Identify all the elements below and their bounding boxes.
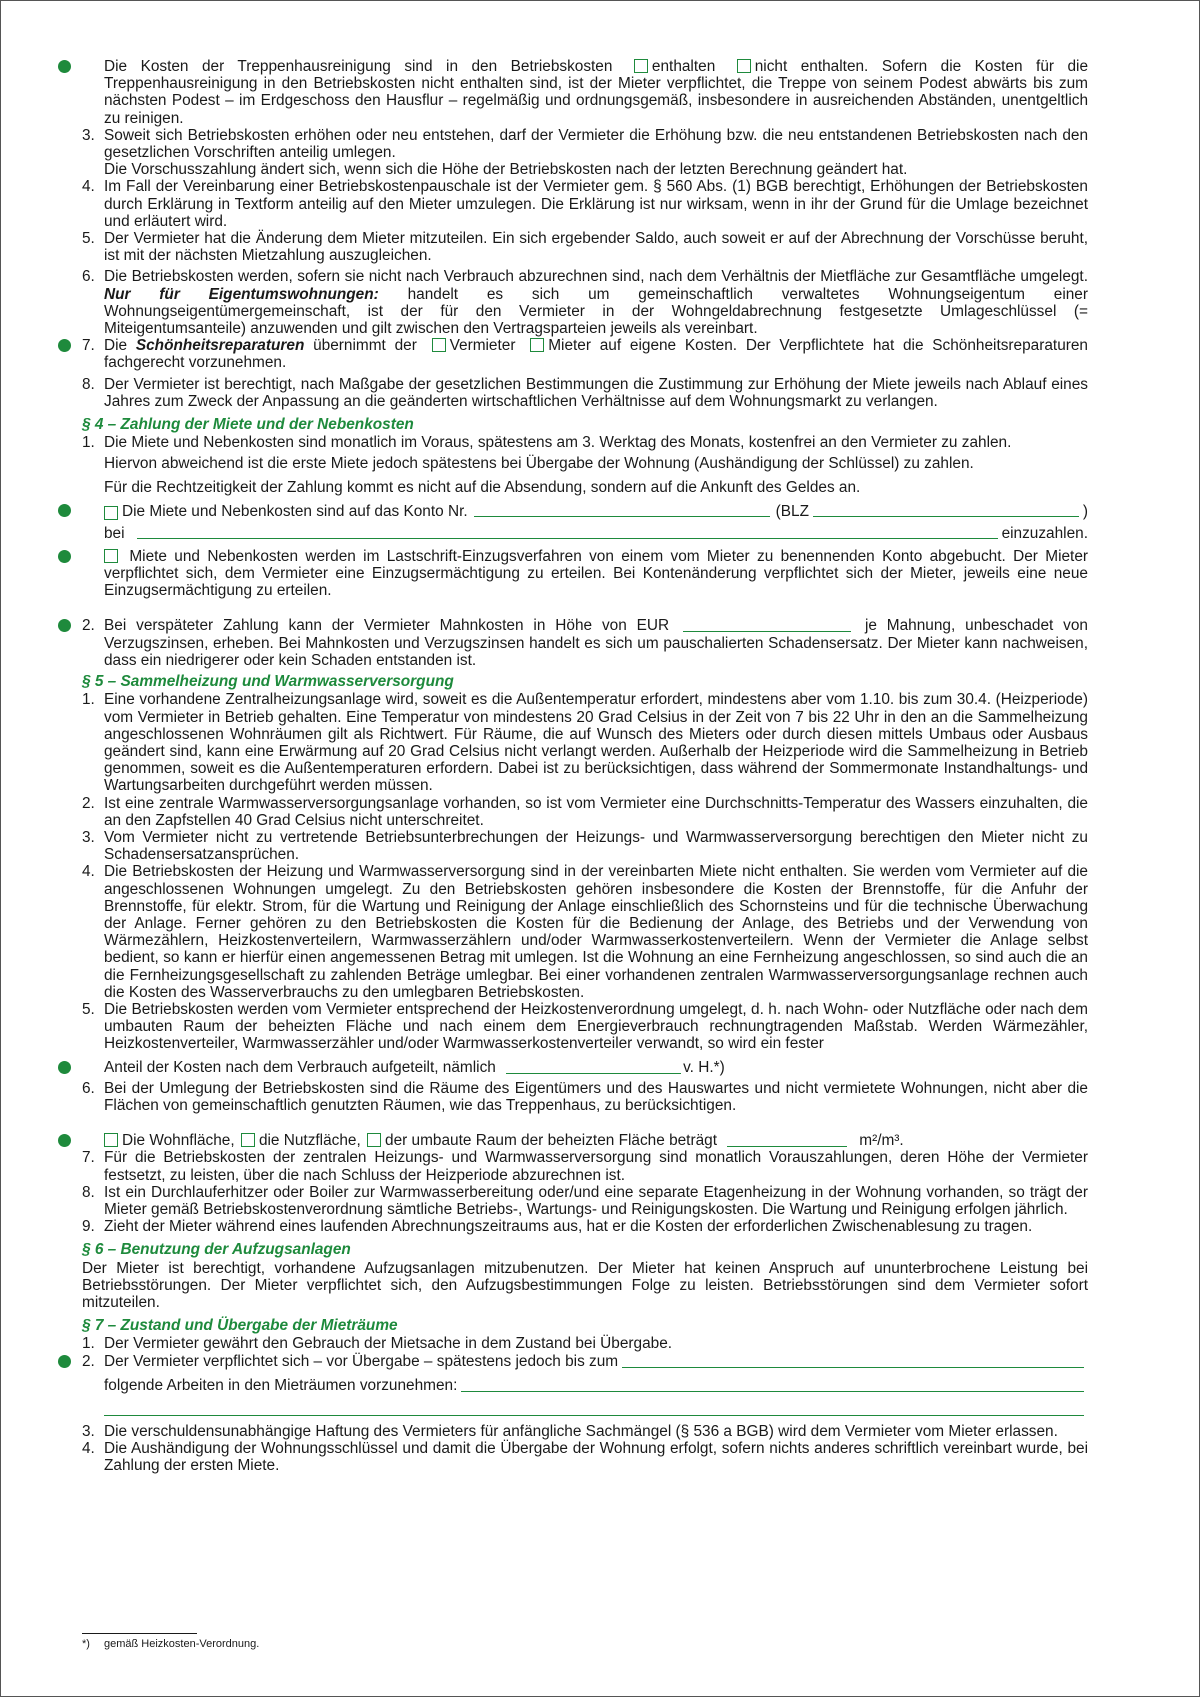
item-number: 3.	[82, 828, 95, 846]
bank-field[interactable]	[137, 524, 998, 539]
item-number: 7.	[82, 337, 95, 355]
option-label: nicht enthalten.	[754, 58, 869, 75]
s6-text: Der Mieter ist berechtigt, vorhandene Aufzugsanlagen mitzubenutzen. Der Mieter hat keinen Anspruch auf ununterbrochene Leistung bei Betriebsstörungen. Der Mieter verpflichtet sich, den Aufzugsbestimmungen Folge zu leisten. Betriebsstörungen sind dem Vermieter sofort mitzuteilen.	[82, 1259, 1088, 1311]
label: Anteil der Kosten nach dem Verbrauch aufgeteilt, nämlich	[104, 1058, 496, 1076]
checkbox-ueberweisung[interactable]	[104, 506, 118, 520]
option-label: die Nutzfläche,	[258, 1132, 361, 1150]
item-number: 7.	[82, 1149, 95, 1167]
s7-arbeiten-line-2	[82, 1395, 1088, 1419]
item-number: 8.	[82, 1183, 95, 1201]
checkbox-nutzflaeche[interactable]	[241, 1133, 255, 1147]
s7-item-2	[82, 1353, 1088, 1371]
s5-flaeche-line	[82, 1132, 1088, 1149]
label: bei	[104, 524, 125, 542]
item-number: 6.	[82, 1079, 95, 1097]
mahnkosten-field[interactable]	[683, 617, 851, 632]
s5-item-5	[82, 1001, 1088, 1053]
item-number: 1.	[82, 1335, 95, 1353]
text: Sofern die Kosten für die Treppenhausreinigung in den Betriebskosten nicht enthalten sind, ist der Mieter verpflichtet, die Treppe von seinem Podest abwärts bis zum nächsten Podest – im Erdgeschoss den Hausflur – regelmäßig und ordnungsgemäß, insbesondere in ausreichenden Abständen, unentgeltlich zu reinigen.	[104, 58, 1089, 127]
p3-item-4	[82, 178, 1088, 230]
checkbox-wohnflaeche[interactable]	[104, 1133, 118, 1147]
marker-dot-icon	[58, 619, 71, 632]
checkbox-lastschrift[interactable]	[104, 549, 118, 563]
section-7-title: § 7 – Zustand und Übergabe der Mieträume	[82, 1317, 398, 1335]
marker-dot-icon	[58, 550, 71, 563]
option-label: enthalten	[651, 58, 716, 75]
option-label: Mieter auf eigene Kosten. Der Verpflichtete hat die Schönheitsreparaturen fachgerecht vorzunehmen.	[104, 337, 1088, 372]
item-number: 6.	[82, 268, 95, 286]
text: folgende Arbeiten in den Mieträumen vorzunehmen:	[104, 1377, 458, 1395]
text: Die Miete und Nebenkosten sind monatlich im Voraus, spätestens am 3. Werktag des Monats, kostenfrei an den Vermieter zu zahlen.	[104, 434, 1012, 452]
s5-item-3	[82, 829, 1088, 863]
s4-item-2	[82, 617, 1088, 669]
label: )	[1082, 502, 1088, 520]
s4-konto-line	[82, 502, 1088, 520]
konto-nr-field[interactable]	[474, 502, 770, 517]
item-number: 1.	[82, 691, 95, 709]
contract-body	[82, 58, 1088, 1474]
text: Bei verspäteter Zahlung kann der Vermieter Mahnkosten in Höhe von EUR	[104, 617, 670, 635]
section-4-title: § 4 – Zahlung der Miete und der Nebenkosten	[82, 416, 414, 434]
emphasis: Schönheitsreparaturen	[135, 337, 305, 355]
s5-item-1	[82, 691, 1088, 794]
s7-item-4	[82, 1440, 1088, 1474]
footnote-text: gemäß Heizkosten-Verordnung.	[104, 1638, 260, 1650]
option-label: Vermieter	[449, 337, 516, 355]
item-number: 5.	[82, 1000, 95, 1018]
text: Vom Vermieter nicht zu vertretende Betriebsunterbrechungen der Heizungs- und Warmwasserversorgung berechtigen den Mieter nicht zu Schadensersatzansprüchen.	[104, 828, 1088, 864]
text: Der Vermieter hat die Änderung dem Mieter mitzuteilen. Ein sich ergebender Saldo, auch soweit er auf der Abrechnung der Vorschüsse beruht, ist mit der nächsten Mietzahlung auszugleichen.	[104, 230, 1088, 265]
text: Die Kosten der Treppenhausreinigung sind in den Betriebskosten	[104, 58, 613, 75]
item-number: 4.	[82, 1439, 95, 1457]
item-number: 9.	[82, 1218, 95, 1236]
p3-item-2-continuation	[82, 58, 1088, 127]
text: Für die Betriebskosten der zentralen Heizungs- und Warmwasserversorgung sind monatlich Vorauszahlungen, deren Höhe der Vermieter festsetzt, zu leisten, über die nach Schluss der Heizperiode abzurechnen ist.	[104, 1149, 1088, 1184]
item-number: 4.	[82, 178, 95, 196]
section-6-title: § 6 – Benutzung der Aufzugsanlagen	[82, 1241, 351, 1259]
emphasis: Nur für Eigentumswohnungen:	[104, 285, 379, 303]
s5-item-4	[82, 863, 1088, 1001]
footnote-symbol: *)	[82, 1638, 90, 1650]
text: Die Betriebskosten der Heizung und Warmwasserversorgung sind in der vereinbarten Miete nicht enthalten. Sie werden vom Vermieter auf die angeschlossenen Wohnungen umgelegt. Zu den Betriebskosten gehören insbesondere die Kosten der Brennstoffe, für die Anfuhr der Brennstoffe, für elektr. Strom, für die Wartung und Reinigung der Anlage einschließlich des Schornsteins und für die technische Überwachung der Anlage. Ferner gehören zu den Betriebskosten die Kosten für die Bedienung der Anlage, des Betriebs und der Verwendung von Wärmezählern, Heizkostenverteilern, Warmwasserzählern und/oder Warmwasserkostenverteilern. Wenn der Vermieter die Anlage selbst bedient, so kann er hierfür einen angemessenen Betrag mit umlegen. Ist die Wohnung an eine Fernheizung angeschlossen, so sind auch die an die Fernheizungsgesellschaft zu zahlenden Beträge umlegbar. Bei einer vorhandenen zentralen Warmwasserversorgungsanlage rechnen auch die Kosten des Wasserverbrauchs zu den umlegbaren Betriebskosten.	[104, 863, 1088, 1001]
text: Miete und Nebenkosten werden im Lastschrift-Einzugsverfahren von einem vom Mieter zu benennenden Konto abgebucht. Der Mieter verpflichtet sich, dem Vermieter eine Einzugsermächtigung zu erteilen. Bei Kontenänderung verpflichtet sich der Mieter, jeweils eine neue Einzugsermächtigung zu erteilen.	[104, 547, 1089, 600]
arbeiten-field-2[interactable]	[104, 1401, 1084, 1416]
option-label: der umbaute Raum der beheizten Fläche beträgt	[385, 1132, 717, 1150]
text: Ist eine zentrale Warmwasserversorgungsanlage vorhanden, so ist vom Vermieter eine Durchschnitts-Temperatur des Wassers einzuhalten, die an den Zapfstellen 40 Grad Celsius nicht unterschreitet.	[104, 794, 1088, 829]
text: Ist ein Durchlauferhitzer oder Boiler zur Warmwasserbereitung oder/und eine separate Etagenheizung in der Wohnung vorhanden, so trägt der Mieter gemäß Betriebskostenverordnung sämtliche Betriebs-, Wartungs- und Reinigungskosten. Die Wartung und Reinigung erfolgen jährlich.	[104, 1183, 1088, 1218]
uebergabe-datum-field[interactable]	[622, 1353, 1084, 1368]
label: m²/m³.	[859, 1132, 904, 1150]
s5-item-8	[82, 1184, 1088, 1218]
p3-item-6	[82, 268, 1088, 337]
verbrauchsanteil-field[interactable]	[506, 1059, 681, 1074]
text: Im Fall der Vereinbarung einer Betriebskostenpauschale ist der Vermieter gem. § 560 Abs. (1) BGB berechtigt, Erhöhungen der Betriebskosten durch Erklärung in Textform anteilig auf den Mieter umzulegen. Die Erklärung ist nur wirksam, wenn in ihr der Grund für die Umlage bezeichnet und erläutert wird.	[104, 178, 1088, 230]
s5-item-2	[82, 795, 1088, 829]
s7-item-1	[82, 1335, 1088, 1352]
item-number: 3.	[82, 1422, 95, 1440]
checkbox-mieter[interactable]	[530, 338, 544, 352]
s4-lastschrift	[82, 548, 1088, 600]
checkbox-vermieter[interactable]	[432, 338, 446, 352]
marker-dot-icon	[58, 1355, 71, 1368]
p3-item-3	[82, 127, 1088, 179]
item-number: 5.	[82, 230, 95, 248]
s7-item-3	[82, 1423, 1088, 1440]
checkbox-enthalten[interactable]	[634, 59, 648, 73]
s5-item-7	[82, 1149, 1088, 1183]
text: Zieht der Mieter während eines laufenden Abrechnungszeitraums aus, hat er die Kosten der erforderlichen Zwischenablesung zu tragen.	[104, 1218, 1033, 1236]
s7-arbeiten-line	[82, 1377, 1088, 1395]
s4-item-1	[82, 434, 1088, 496]
text: Bei der Umlegung der Betriebskosten sind die Räume des Eigentümers und des Hauswartes und nicht vermietete Wohnungen, nicht aber die Flächen von gemeinschaftlich genutzten Räumen, wie das Treppenhaus, zu berücksichtigen.	[104, 1079, 1088, 1114]
marker-dot-icon	[58, 504, 71, 517]
text: Die Vorschusszahlung ändert sich, wenn sich die Höhe der Betriebskosten nach der letzten Berechnung geändert hat.	[104, 161, 908, 179]
marker-dot-icon	[58, 339, 71, 352]
checkbox-nicht-enthalten[interactable]	[737, 59, 751, 73]
item-number: 2.	[82, 1352, 95, 1370]
p3-item-5	[82, 230, 1088, 264]
marker-dot-icon	[58, 1061, 71, 1074]
text: Die Betriebskosten werden vom Vermieter entsprechend der Heizkostenverordnung umgelegt, d. h. nach Wohn- oder Nutzfläche oder nach dem umbauten Raum der beheizten Fläche und nach einem dem Energieverbrauch rechnungtragenden Maßstab. Werden Wärmezähler, Heizkostenverteiler, Warmwasserzähler und/oder Warmwasserkostenverteiler verwandt, so wird ein fester	[104, 1000, 1088, 1053]
text: Die Aushändigung der Wohnungsschlüssel und damit die Übergabe der Wohnung erfolgt, sofern nichts anderes schriftlich vereinbart wurde, bei Zahlung der ersten Miete.	[104, 1439, 1088, 1475]
arbeiten-field-1[interactable]	[461, 1377, 1084, 1392]
text: Hiervon abweichend ist die erste Miete jedoch spätestens bei Übergabe der Wohnung (Aushändigung der Schlüssel) zu zahlen.	[104, 455, 974, 473]
item-number: 1.	[82, 434, 95, 452]
checkbox-umbauter-raum[interactable]	[367, 1133, 381, 1147]
text: übernimmt der	[313, 337, 417, 355]
label: (BLZ	[775, 502, 810, 520]
footnote-divider	[82, 1633, 197, 1634]
section-5-title: § 5 – Sammelheizung und Warmwasserversorgung	[82, 673, 454, 691]
text: Die	[104, 337, 128, 355]
item-number: 2.	[82, 794, 95, 812]
label: Die Miete und Nebenkosten sind auf das Konto Nr.	[122, 502, 468, 520]
text: Für die Rechtzeitigkeit der Zahlung kommt es nicht auf die Absendung, sondern auf die Ankunft des Geldes an.	[104, 478, 861, 496]
text: Der Vermieter ist berechtigt, nach Maßgabe der gesetzlichen Bestimmungen die Zustimmung zur Erhöhung der Miete jeweils nach Ablauf eines Jahres zum Zweck der Anpassung an die geänderten wirtschaftlichen Verhältnisse auf dem Wohnungsmarkt zu verlangen.	[104, 375, 1088, 410]
s5-anteil-line	[82, 1059, 1088, 1076]
p3-item-7	[82, 337, 1088, 371]
footnote	[82, 1638, 259, 1651]
flaeche-field[interactable]	[727, 1132, 847, 1147]
text: Der Vermieter verpflichtet sich – vor Übergabe – spätestens jedoch bis zum	[104, 1353, 619, 1371]
item-number: 4.	[82, 863, 95, 881]
item-number: 2.	[82, 617, 95, 635]
label: einzuzahlen.	[1001, 524, 1088, 542]
item-number: 3.	[82, 126, 95, 144]
s5-item-6	[82, 1080, 1088, 1114]
s4-bei-line	[82, 524, 1088, 542]
text: je Mahnung, unbeschadet von Verzugszinsen, erheben. Bei Mahnkosten und Verzugszinsen handelt es sich um pauschalierten Schadensersatz. Der Mieter kann nachweisen, dass ein niedrigerer oder kein Schaden entstanden ist.	[104, 617, 1088, 669]
text: Die verschuldensunabhängige Haftung des Vermieters für anfängliche Sachmängel (§ 536 a BGB) wird dem Vermieter vom Mieter erlassen.	[104, 1422, 1058, 1440]
text: Eine vorhandene Zentralheizungsanlage wird, soweit es die Außentemperatur erfordert, mindestens aber vom 1.10. bis zum 30.4. (Heizperiode) vom Vermieter in Betrieb gehalten. Eine Temperatur von mindestens 20 Grad Celsius in der Zeit von 7 bis 22 Uhr in den an die Sammelheizung angeschlossenen Wohnräumen gilt als Richtwert. Für Räume, die auf Wunsch des Mieters oder durch diesen mittels Umbaus oder Ausbaus geändert sind, kann eine Erwärmung auf 20 Grad Celsius nicht verlangt werden. Außerhalb der Heizperiode wird die Sammelheizung in Betrieb genommen, soweit es die Außentemperaturen erfordern. Dabei ist zu berücksichtigen, dass während der Sommermonate Instandhaltungs- und Wartungsarbeiten durchgeführt werden müssen.	[104, 691, 1088, 795]
label: v. H.*)	[683, 1058, 725, 1076]
option-label: Die Wohnfläche,	[122, 1132, 235, 1150]
s5-item-9	[82, 1218, 1088, 1235]
marker-dot-icon	[58, 1134, 71, 1147]
blz-field[interactable]	[813, 502, 1079, 517]
marker-dot-icon	[58, 60, 71, 73]
text: Die Betriebskosten werden, sofern sie nicht nach Verbrauch abzurechnen sind, nach dem Verhältnis der Mietfläche zur Gesamtfläche umgelegt.	[104, 268, 1088, 286]
text: handelt es sich um gemeinschaftlich verwaltetes Wohnungseigentum einer Wohnungseigentümergemeinschaft, ist der für den Vermieter in der Wohngeldabrechnung festgesetzte Umlageschlüssel (= Miteigentumsanteile) anzuwenden und gilt zwischen den Vertragsparteien jeweils als vereinbart.	[104, 285, 1088, 338]
p3-item-8	[82, 376, 1088, 410]
item-number: 8.	[82, 375, 95, 393]
text: Soweit sich Betriebskosten erhöhen oder neu entstehen, darf der Vermieter die Erhöhung bzw. die neu entstandenen Betriebskosten nach den gesetzlichen Vorschriften anteilig umlegen.	[104, 126, 1088, 162]
text: Der Vermieter gewährt den Gebrauch der Mietsache in dem Zustand bei Übergabe.	[104, 1335, 673, 1353]
